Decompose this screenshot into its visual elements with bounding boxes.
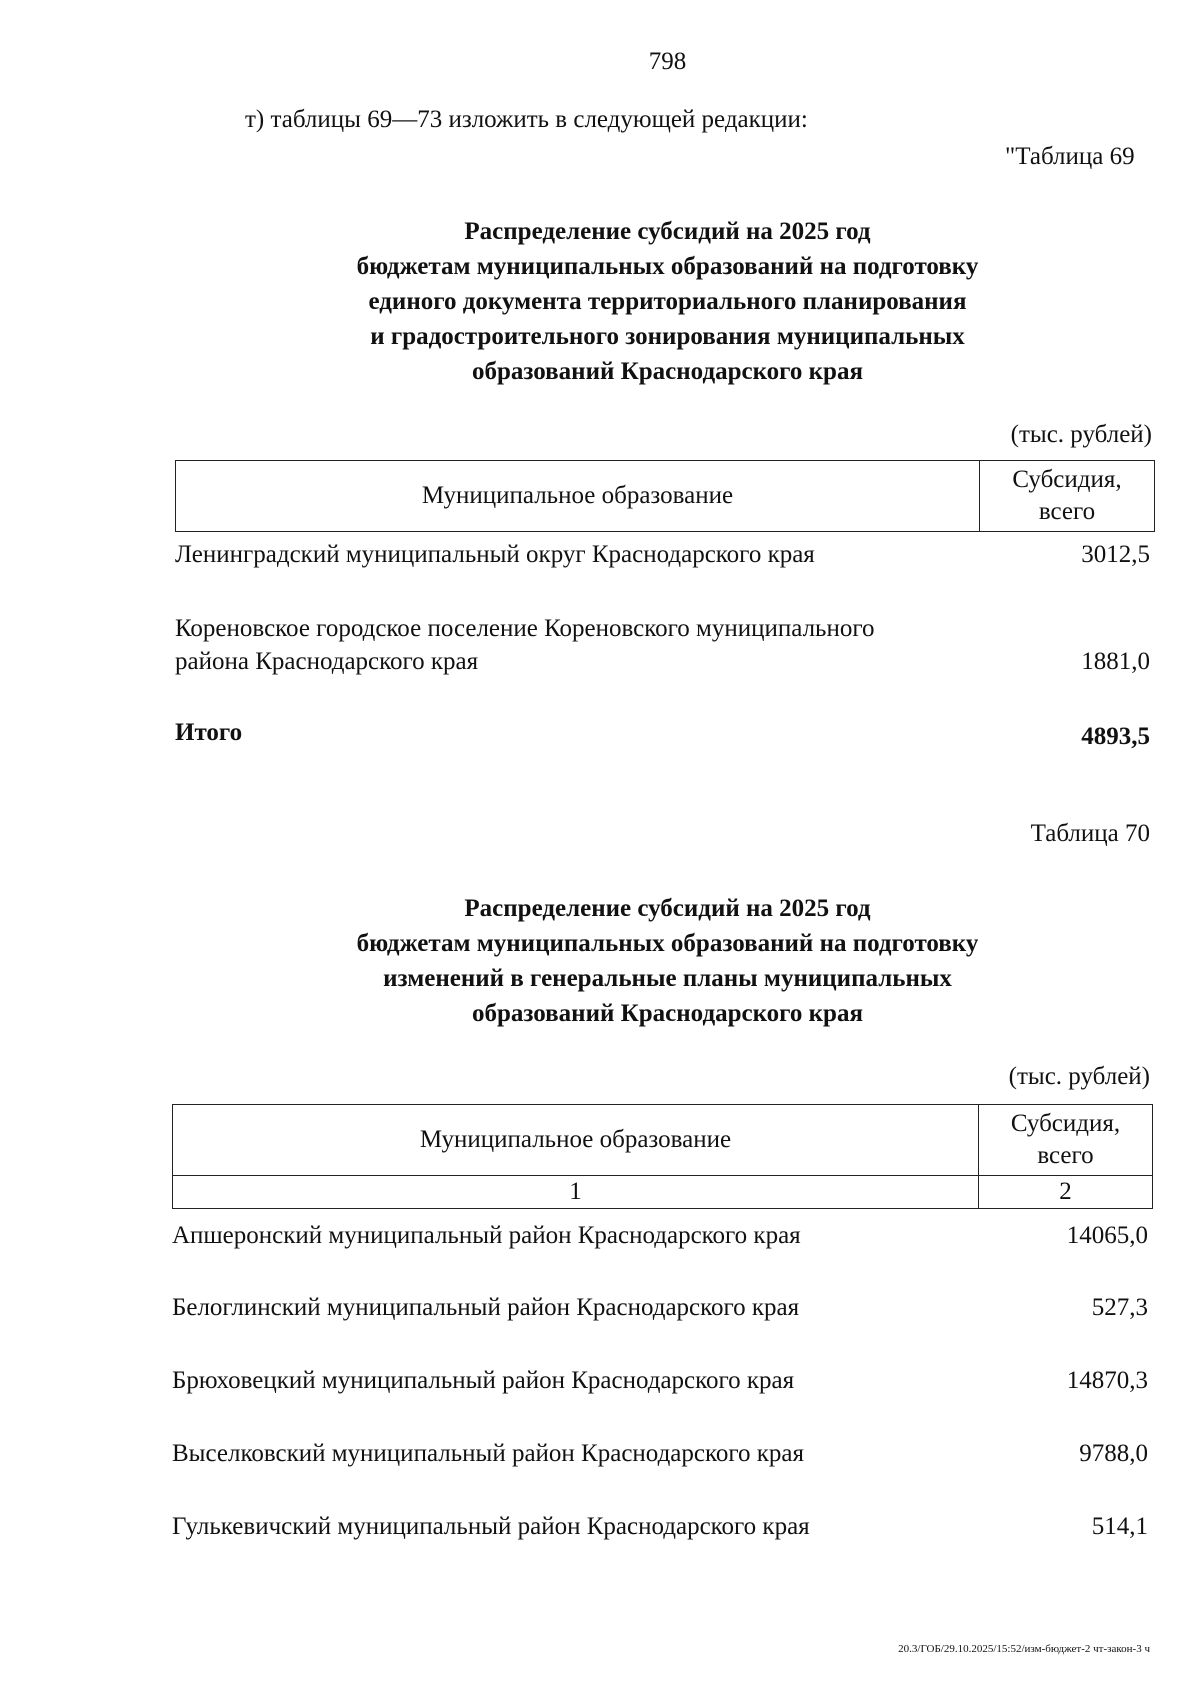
table-row: Гулькевичский муниципальный район Краснодарского края	[172, 1513, 810, 1540]
intro-text: т) таблицы 69—73 изложить в следующей редакции:	[245, 106, 808, 133]
row-value: 3012,5	[1081, 541, 1150, 568]
table70-header-col1	[173, 1105, 979, 1176]
row-value: 514,1	[1091, 1513, 1148, 1540]
table-row	[175, 538, 815, 571]
table69-header-col2-line2: всего	[1038, 498, 1096, 525]
row-value: 14870,3	[1066, 1367, 1148, 1394]
table69-unit: (тыс. рублей)	[1010, 421, 1152, 448]
table70-header-num1: 1	[173, 1176, 979, 1209]
table69-header	[175, 460, 1155, 532]
row-value: 1881,0	[1081, 648, 1150, 675]
table70-header-col2-line2: всего	[1037, 1142, 1094, 1169]
row-name: Ленинградский муниципальный округ Краснодарского края	[175, 541, 815, 568]
row-value: 527,3	[1091, 1294, 1148, 1321]
total-label: Итого	[175, 719, 243, 746]
table70-title-line: изменений в генеральные планы муниципальных	[383, 965, 952, 992]
table69-header-col1	[176, 461, 980, 532]
table70-header-col2	[979, 1105, 1153, 1176]
table-row	[175, 612, 874, 678]
table70-header-col2-line1: Субсидия,	[1010, 1110, 1121, 1137]
table69-title-line: Распределение субсидий на 2025 год	[464, 218, 871, 245]
table-row: Апшеронский муниципальный район Краснодарского края	[172, 1222, 801, 1249]
table70-title	[175, 891, 1160, 1031]
table69-header-col2	[980, 461, 1155, 532]
table69-title-line: образований Краснодарского края	[472, 358, 863, 385]
row-value: 14065,0	[1066, 1222, 1148, 1249]
table70-title-line: бюджетам муниципальных образований на подготовку	[356, 930, 979, 957]
row-value: 9788,0	[1079, 1440, 1148, 1467]
table70-unit: (тыс. рублей)	[1008, 1063, 1150, 1090]
table70-header-num2: 2	[979, 1176, 1153, 1209]
table69-header-col2-line1: Субсидия,	[1012, 466, 1122, 493]
table70-title-line: Распределение субсидий на 2025 год	[464, 895, 871, 922]
footer-doc-code: 20.3/ГОБ/29.10.2025/15:52/изм-бюджет-2 чт-закон-3 ч	[898, 1643, 1150, 1655]
page-number: 798	[648, 48, 687, 75]
table69-title	[175, 214, 1160, 389]
table69-header-col1-text: Муниципальное образование	[421, 482, 734, 509]
table-row: Выселковский муниципальный район Краснодарского края	[172, 1440, 804, 1467]
row-name-line: Кореновское городское поселение Кореновского муниципального	[175, 615, 875, 642]
total-value: 4893,5	[1081, 723, 1150, 750]
table70-header	[172, 1104, 1153, 1209]
table69-title-line: и градостроительного зонирования муниципальных	[370, 323, 965, 350]
table69-label: "Таблица 69	[1005, 143, 1135, 170]
row-name-line: района Краснодарского края	[175, 648, 479, 675]
table70-title-line: образований Краснодарского края	[472, 1000, 863, 1027]
table-row: Брюховецкий муниципальный район Краснодарского края	[172, 1367, 795, 1394]
table-row: Белоглинский муниципальный район Краснодарского края	[172, 1294, 800, 1321]
table70-header-col1-text: Муниципальное образование	[419, 1126, 732, 1153]
table69-title-line: бюджетам муниципальных образований на подготовку	[356, 253, 979, 280]
table70-label: Таблица 70	[1030, 820, 1150, 847]
table69-title-line: единого документа территориального планирования	[368, 288, 967, 315]
